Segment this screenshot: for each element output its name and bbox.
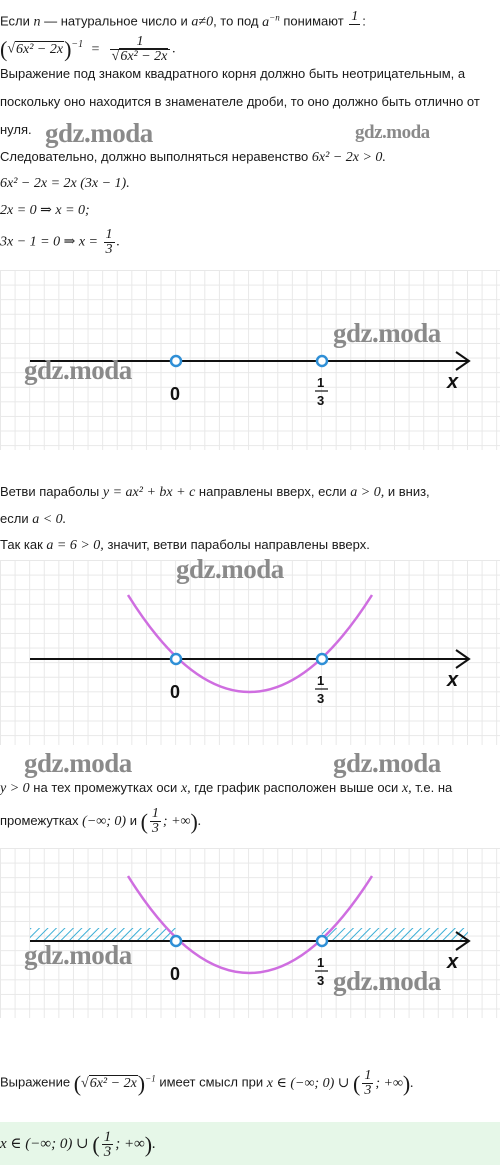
- paragraph-positive-2: промежутках (−∞; 0) и ( $\frac{1}{3}$ ; +∞).: [0, 806, 202, 837]
- formula-fraction: $\frac{1}{\text{√6x² − 2x}}$: [110, 35, 171, 64]
- factorization: 6x² − 2x = 2x (3x − 1).: [0, 176, 130, 191]
- parabola-graph: [0, 554, 500, 745]
- answer: x ∈ (−∞; 0) ∪ ( $\frac{1}{3}$ ; +∞).: [0, 1129, 156, 1161]
- point-third: [317, 654, 327, 664]
- watermark: gdz.moda: [45, 118, 153, 148]
- label-third-den: 3: [317, 973, 325, 988]
- watermark: gdz.moda: [24, 355, 132, 385]
- label-zero: 0: [170, 682, 181, 702]
- label-x: x: [447, 669, 459, 691]
- intro-power: $a^{-n}$: [262, 12, 280, 30]
- point-zero: [171, 654, 181, 664]
- paragraph-domain: Выражение под знаком квадратного корня должно быть неотрицательным, а поскольку оно находится в знаменателе дроби, то оно должно быть отлично от нуля.: [0, 66, 480, 137]
- intro-n: n: [33, 14, 41, 30]
- label-third-num: 1: [317, 955, 325, 970]
- paragraph-upward: Так как a = 6 > 0, значит, ветви параболы направлены вверх.: [0, 537, 370, 553]
- label-zero: 0: [170, 964, 181, 984]
- parabola-svg: [0, 560, 500, 745]
- intro-text-2: — натуральное число и: [44, 13, 188, 29]
- watermark: gdz.moda: [333, 748, 441, 778]
- paragraph-positive: y > 0 на тех промежутках оси x, где график расположен выше оси x, т.е. на: [0, 780, 453, 796]
- parabola-curve: [128, 876, 372, 973]
- paragraph-branches-2: если a < 0.: [0, 511, 67, 527]
- answer-box: [0, 1122, 500, 1165]
- watermark: gdz.moda: [24, 940, 132, 970]
- intro-text-3: , то под: [213, 13, 259, 29]
- intro-fraction: 1: [351, 8, 359, 24]
- point-zero: [171, 936, 181, 946]
- watermark: gdz.moda: [24, 748, 132, 778]
- root-third: 3x − 1 = 0 ⇒ x = $\frac{1}{3}$ .: [0, 227, 120, 257]
- label-zero: 0: [170, 384, 181, 404]
- watermark: gdz.moda: [333, 318, 441, 348]
- label-third-num: 1: [317, 673, 325, 688]
- root-zero: 2x = 0 ⇒ x = 0;: [0, 203, 90, 218]
- number-line-graph: [0, 270, 500, 450]
- watermark: gdz.moda: [176, 554, 284, 584]
- point-zero: [171, 356, 181, 366]
- hatch-right: [322, 928, 468, 941]
- watermark: gdz.moda: [333, 966, 441, 996]
- formula-radicand: 6x² − 2x: [16, 41, 64, 57]
- label-third-den: 3: [317, 393, 325, 408]
- intro-text-4: понимают: [283, 13, 344, 29]
- watermark: gdz.moda: [355, 122, 430, 143]
- point-third: [317, 936, 327, 946]
- intro-colon: :: [362, 13, 366, 29]
- definition-formula: $(√6x^2 - 2x)^{-1}$ = $\frac{1}{\text{√6x² − 2x}}$ .: [0, 33, 176, 64]
- paragraph-inequality: Следовательно, должно выполняться неравенство 6x² − 2x > 0.: [0, 149, 386, 165]
- inequality: 6x² − 2x > 0.: [311, 150, 386, 165]
- intro-condition: a≠0: [191, 14, 214, 30]
- label-x: x: [447, 371, 459, 393]
- intro-text-1: Если: [0, 13, 30, 29]
- label-x: x: [447, 951, 459, 973]
- label-third-num: 1: [317, 375, 325, 390]
- parabola-curve: [128, 595, 372, 692]
- solution-graph: [0, 848, 500, 1018]
- paragraph-conclusion: Выражение $(√6x^2 - 2x)^{-1}$ имеет смысл при x ∈ (−∞; 0) ∪ ( $\frac{1}{3}$ ; +∞).: [0, 1067, 414, 1098]
- label-third-den: 3: [317, 691, 325, 706]
- point-third: [317, 356, 327, 366]
- paragraph-branches: Ветви параболы y = ax² + bx + c направлены вверх, если a > 0, и вниз,: [0, 484, 430, 500]
